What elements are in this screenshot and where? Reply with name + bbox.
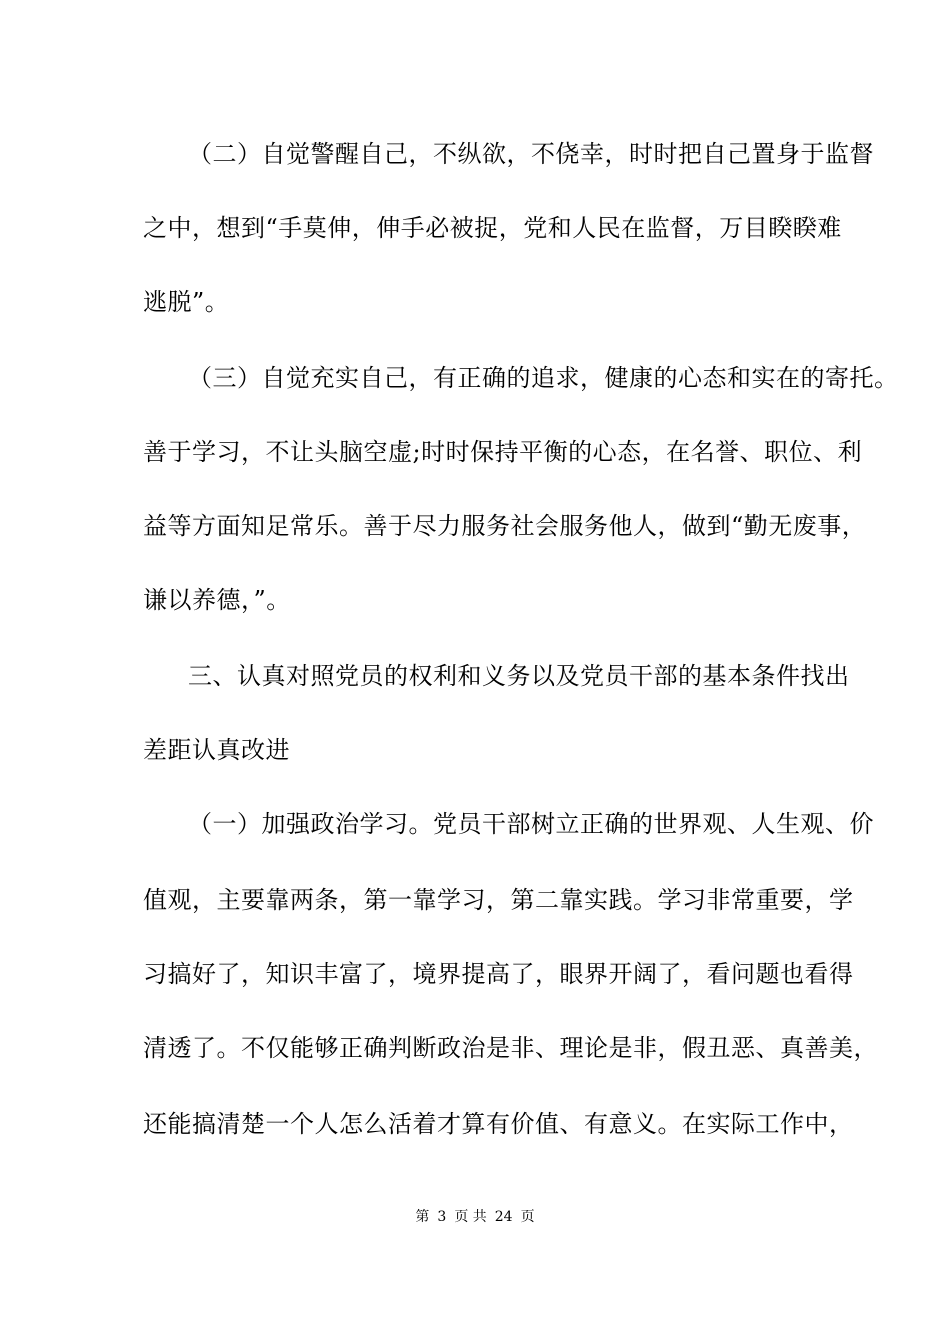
paragraph-line: 之中，想到“手莫伸，伸手必被捉，党和人民在监督，万目睽睽难: [143, 214, 842, 242]
paragraph-line: （三）自觉充实自己，有正确的追求，健康的心态和实在的寄托。: [188, 364, 899, 392]
footer-current-page: 3: [437, 1209, 447, 1225]
footer-suffix: 页: [520, 1209, 535, 1225]
paragraph-line: 善于学习，不让头脑空虚;时时保持平衡的心态，在名誉、职位、利: [143, 438, 863, 466]
paragraph-line: 清透了。不仅能够正确判断政治是非、理论是非，假丑恶、真善美，: [143, 1034, 878, 1062]
section-heading-line: 三、认真对照党员的权利和义务以及党员干部的基本条件找出: [188, 662, 850, 690]
paragraph-line: 谦以养德，”。: [143, 586, 291, 614]
page-footer: [0, 1208, 950, 1226]
paragraph-line: 习搞好了，知识丰富了，境界提高了，眼界开阔了，看问题也看得: [143, 960, 854, 988]
paragraph-line: 值观，主要靠两条，第一靠学习，第二靠实践。学习非常重要，学: [143, 886, 854, 914]
footer-middle: 页 共: [454, 1209, 487, 1225]
paragraph-line: （一）加强政治学习。党员干部树立正确的世界观、人生观、价: [188, 810, 874, 838]
paragraph-line: 益等方面知足常乐。善于尽力服务社会服务他人，做到“勤无废事，: [143, 512, 867, 540]
paragraph-line: 逃脱”。: [143, 288, 230, 316]
paragraph-line: 还能搞清楚一个人怎么活着才算有价值、有意义。在实际工作中，: [143, 1110, 854, 1138]
section-heading-line: 差距认真改进: [143, 736, 290, 764]
paragraph-line: （二）自觉警醒自己，不纵欲，不侥幸，时时把自己置身于监督: [188, 140, 874, 168]
footer-total-pages: 24: [494, 1209, 513, 1225]
footer-prefix: 第: [415, 1209, 430, 1225]
